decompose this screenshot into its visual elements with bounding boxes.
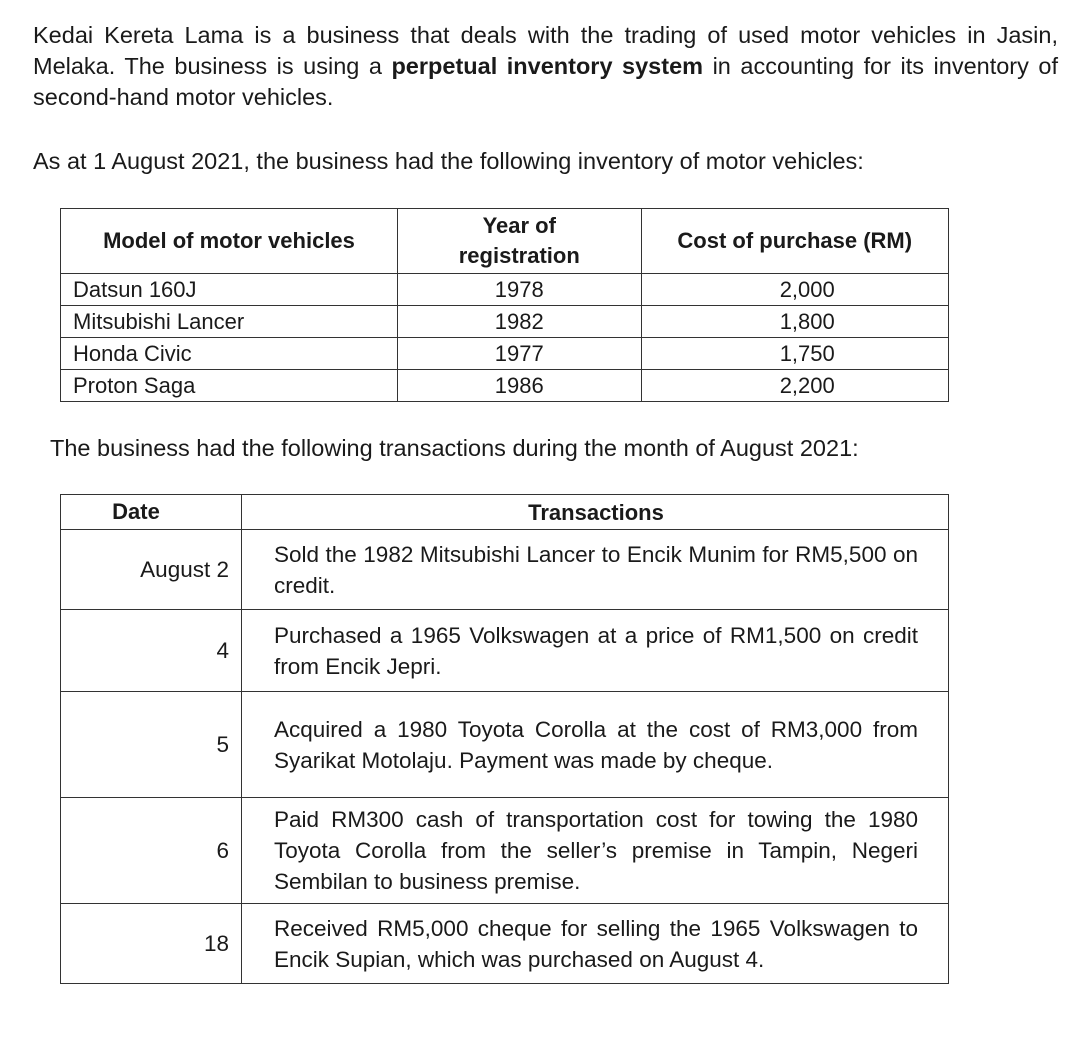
cost-cell bbox=[641, 274, 948, 306]
cost-cell bbox=[641, 370, 948, 402]
header-model: Model of motor vehicles bbox=[61, 209, 398, 274]
table-row bbox=[61, 692, 949, 798]
cost-value: 2,200 bbox=[779, 372, 835, 398]
year-cell: 1986 bbox=[397, 370, 641, 402]
transaction-cell: Purchased a 1965 Volkswagen at a price of RM1,500 on credit from Encik Jepri. bbox=[242, 610, 949, 692]
inventory-table bbox=[60, 208, 949, 402]
inventory-header-row bbox=[61, 209, 949, 274]
table-row bbox=[61, 338, 949, 370]
table-row bbox=[61, 370, 949, 402]
date-cell: 18 bbox=[61, 904, 242, 984]
transaction-cell: Acquired a 1980 Toyota Corolla at the cost of RM3,000 from Syarikat Motolaju. Payment was made by cheque. bbox=[242, 692, 949, 798]
intro-text-2: in accounting for its inventory of second-hand motor vehicles. bbox=[33, 53, 1059, 110]
header-date: Date bbox=[61, 495, 242, 530]
model-cell: Proton Saga bbox=[61, 370, 398, 402]
transactions-header-row bbox=[61, 495, 949, 530]
table-row bbox=[61, 274, 949, 306]
inventory-lead: As at 1 August 2021, the business had the following inventory of motor vehicles: bbox=[33, 148, 864, 174]
table-row bbox=[61, 306, 949, 338]
table-row bbox=[61, 530, 949, 610]
table-row bbox=[61, 904, 949, 984]
date-cell: 6 bbox=[61, 798, 242, 904]
year-cell: 1978 bbox=[397, 274, 641, 306]
intro-text-1: Kedai Kereta Lama is a business that deals with the trading of used motor vehicles in Jasin, Melaka. The business is using a bbox=[33, 22, 1058, 79]
model-cell: Datsun 160J bbox=[61, 274, 398, 306]
table-row bbox=[61, 610, 949, 692]
model-cell: Mitsubishi Lancer bbox=[61, 306, 398, 338]
intro-bold-term: perpetual inventory system bbox=[391, 53, 704, 79]
date-cell: 5 bbox=[61, 692, 242, 798]
year-cell: 1977 bbox=[397, 338, 641, 370]
cost-value: 1,800 bbox=[779, 308, 835, 334]
cost-value: 2,000 bbox=[779, 276, 835, 302]
intro-paragraph bbox=[33, 20, 1058, 113]
year-cell: 1982 bbox=[397, 306, 641, 338]
transaction-cell: Received RM5,000 cheque for selling the 1965 Volkswagen to Encik Supian, which was purchased on August 4. bbox=[242, 904, 949, 984]
date-cell: August 2 bbox=[61, 530, 242, 610]
header-year bbox=[397, 209, 641, 274]
cost-cell bbox=[641, 306, 948, 338]
transaction-cell: Paid RM300 cash of transportation cost for towing the 1980 Toyota Corolla from the seller’s premise in Tampin, Negeri Sembilan to business premise. bbox=[242, 798, 949, 904]
cost-value: 1,750 bbox=[779, 340, 835, 366]
table-row bbox=[61, 798, 949, 904]
cost-cell bbox=[641, 338, 948, 370]
transactions-table bbox=[60, 494, 949, 984]
model-cell: Honda Civic bbox=[61, 338, 398, 370]
date-cell: 4 bbox=[61, 610, 242, 692]
transaction-cell: Sold the 1982 Mitsubishi Lancer to Encik Munim for RM5,500 on credit. bbox=[242, 530, 949, 610]
header-year-text: Year of registration bbox=[458, 213, 580, 268]
header-transactions: Transactions bbox=[242, 495, 949, 530]
transactions-lead: The business had the following transactions during the month of August 2021: bbox=[50, 435, 859, 461]
header-cost: Cost of purchase (RM) bbox=[641, 209, 948, 274]
